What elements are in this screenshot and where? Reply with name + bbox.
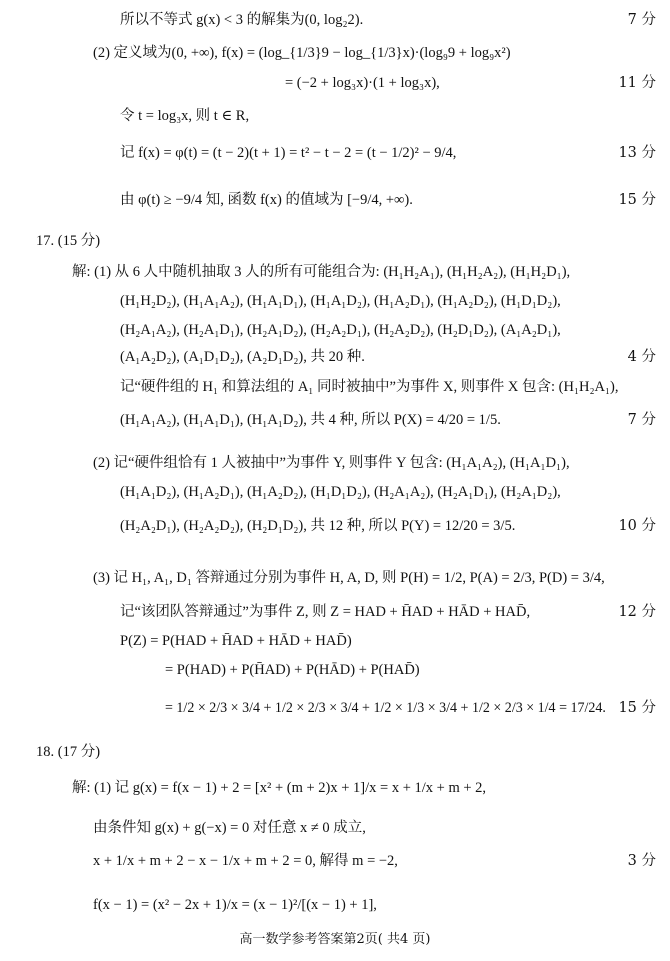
solution-line — [0, 693, 670, 723]
solution-line — [0, 813, 670, 843]
solution-line — [0, 597, 670, 627]
solution-text: = 1/2 × 2/3 × 3/4 + 1/2 × 2/3 × 3/4 + 1/2 × 1/3 × 3/4 + 1/2 × 2/3 × 1/4 = 17/24. — [165, 700, 606, 716]
score-label: 11 分 — [618, 75, 656, 91]
solution-text: 解: (1) 从 6 人中随机抽取 3 人的所有可能组合为: (H₁H₂A₁), (H₁H₂A₂), (H₁H₂D₁), — [72, 264, 571, 280]
score-label: 15 分 — [618, 700, 656, 716]
solution-line — [0, 5, 670, 35]
solution-line — [0, 138, 670, 168]
solution-line — [0, 563, 670, 593]
problem-heading — [0, 226, 670, 256]
solution-text: (3) 记 H₁, A₁, D₁ 答辩通过分别为事件 H, A, D, 则 P(H) = 1/2, P(A) = 2/3, P(D) = 3/4, — [93, 570, 605, 586]
solution-line — [0, 477, 670, 507]
solution-text: 由条件知 g(x) + g(−x) = 0 对任意 x ≠ 0 成立, — [93, 820, 366, 836]
solution-text: (H₁H₂D₂), (H₁A₁A₂), (H₁A₁D₁), (H₁A₁D₂), (H₁A₂D₁), (H₁A₂D₂), (H₁D₁D₂), — [120, 293, 561, 309]
solution-text: 令 t = log₃x, 则 t ∈ R, — [120, 108, 250, 124]
solution-text: = (−2 + log₃x)·(1 + log₃x), — [285, 75, 440, 91]
solution-line — [0, 626, 670, 656]
solution-text: = P(HAD) + P(H̄AD) + P(HĀD) + P(HAD̄) — [165, 662, 420, 678]
solution-line — [0, 655, 670, 685]
solution-line — [0, 315, 670, 345]
solution-line — [0, 68, 670, 98]
score-label: 3 分 — [627, 853, 656, 869]
score-label: 10 分 — [618, 518, 656, 534]
solution-text: P(Z) = P(HAD + H̄AD + HĀD + HAD̄) — [120, 633, 352, 649]
solution-text: (2) 记“硬件组恰有 1 人被抽中”为事件 Y, 则事件 Y 包含: (H₁A₁A₂), (H₁A₁D₁), — [93, 455, 570, 471]
score-label: 13 分 — [618, 145, 656, 161]
solution-text: 解: (1) 记 g(x) = f(x − 1) + 2 = [x² + (m + 2)x + 1]/x = x + 1/x + m + 2, — [72, 780, 487, 796]
solution-line — [0, 286, 670, 316]
solution-line — [0, 846, 670, 876]
solution-text: 由 φ(t) ≥ −9/4 知, 函数 f(x) 的值域为 [−9/4, +∞). — [120, 192, 413, 208]
solution-line — [0, 448, 670, 478]
solution-text: 记“硬件组的 H₁ 和算法组的 A₁ 同时被抽中”为事件 X, 则事件 X 包含: (H₁H₂A₁), — [120, 379, 619, 395]
solution-line — [0, 372, 670, 402]
solution-text: (A₁A₂D₂), (A₁D₁D₂), (A₂D₁D₂), 共 20 种. — [120, 349, 365, 365]
solution-text: f(x − 1) = (x² − 2x + 1)/x = (x − 1)²/[(x − 1) + 1], — [93, 897, 377, 913]
problem-heading — [0, 737, 670, 767]
score-label: 4 分 — [627, 349, 656, 365]
score-label: 7 分 — [627, 412, 656, 428]
solution-text: 所以不等式 g(x) < 3 的解集为(0, log₂2). — [120, 12, 364, 28]
solution-line — [0, 405, 670, 435]
solution-text: (H₂A₂D₁), (H₂A₂D₂), (H₂D₁D₂), 共 12 种, 所以 P(Y) = 12/20 = 3/5. — [120, 518, 516, 534]
solution-line — [0, 773, 670, 803]
solution-text: (2) 定义域为(0, +∞), f(x) = (log_{1/3}9 − log_{1/3}x)·(log₉9 + log₉x²) — [93, 45, 511, 61]
solution-line — [0, 257, 670, 287]
solution-text: 记“该团队答辩通过”为事件 Z, 则 Z = HAD + H̄AD + HĀD + HAD̄, — [120, 604, 531, 620]
problem-heading-text: 18. (17 分) — [36, 744, 101, 760]
solution-text: 记 f(x) = φ(t) = (t − 2)(t + 1) = t² − t − 2 = (t − 1/2)² − 9/4, — [120, 145, 457, 161]
solution-line — [0, 342, 670, 372]
solution-text: (H₁A₁D₂), (H₁A₂D₁), (H₁A₂D₂), (H₁D₁D₂), (H₂A₁A₂), (H₂A₁D₁), (H₂A₁D₂), — [120, 484, 561, 500]
page-footer: 高一数学参考答案第2页( 共4 页) — [239, 932, 431, 947]
solution-text: x + 1/x + m + 2 − x − 1/x + m + 2 = 0, 解得 m = −2, — [93, 853, 398, 869]
score-label: 15 分 — [618, 192, 656, 208]
score-label: 12 分 — [618, 604, 656, 620]
solution-line — [0, 38, 670, 68]
solution-line — [0, 101, 670, 131]
problem-heading-text: 17. (15 分) — [36, 233, 101, 249]
score-label: 7 分 — [627, 12, 656, 28]
solution-line — [0, 185, 670, 215]
solution-text: (H₁A₁A₂), (H₁A₁D₁), (H₁A₁D₂), 共 4 种, 所以 P(X) = 4/20 = 1/5. — [120, 412, 501, 428]
solution-line — [0, 890, 670, 920]
solution-text: (H₂A₁A₂), (H₂A₁D₁), (H₂A₁D₂), (H₂A₂D₁), (H₂A₂D₂), (H₂D₁D₂), (A₁A₂D₁), — [120, 322, 561, 338]
solution-line — [0, 511, 670, 541]
